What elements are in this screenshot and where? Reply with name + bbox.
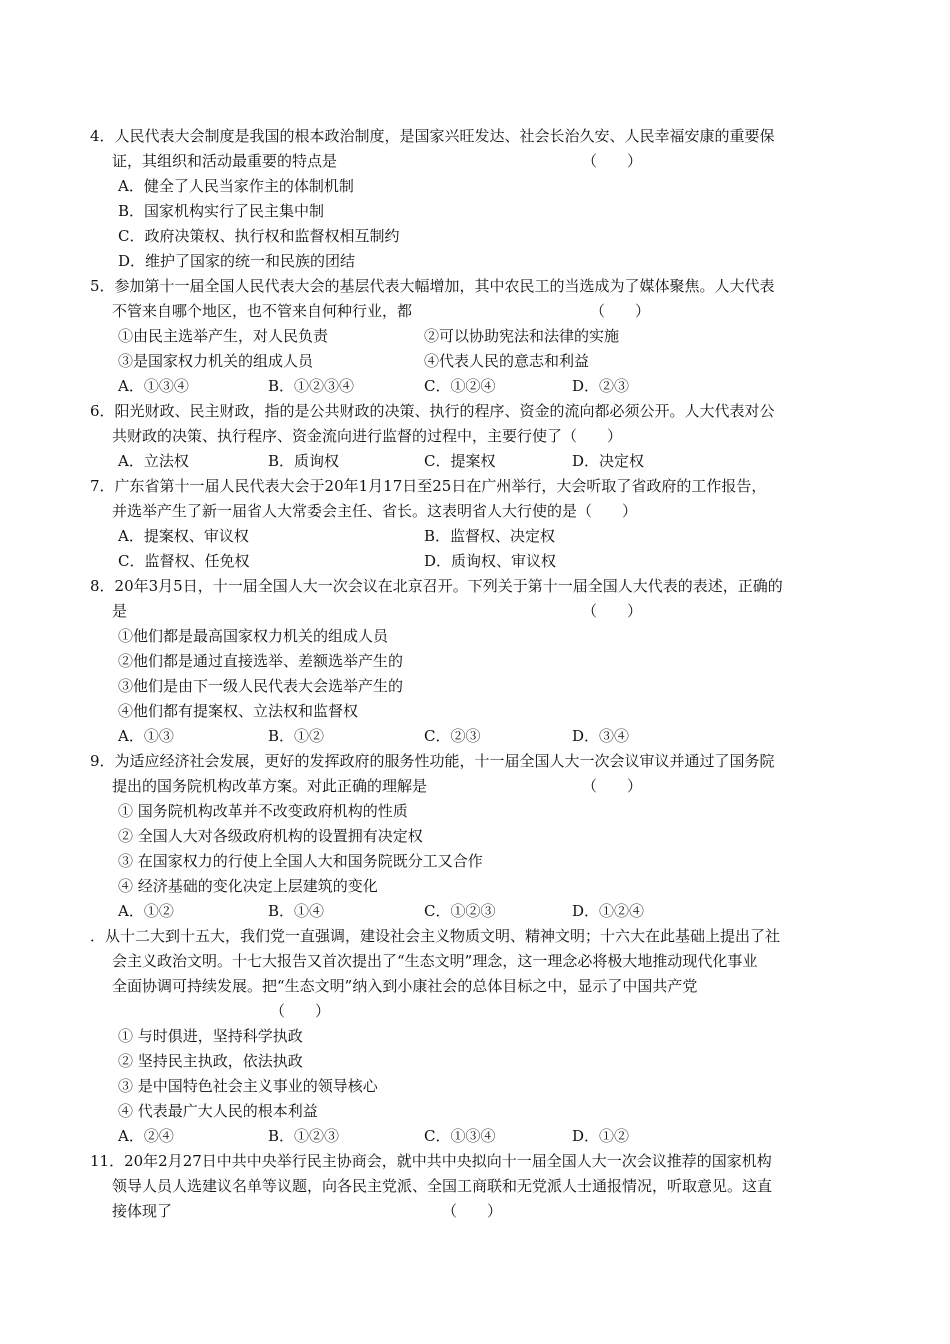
statement-4: ④他们都有提案权、立法权和监督权 <box>118 702 359 720</box>
options-row <box>118 374 950 399</box>
question-stem-line: 并选举产生了新一届省人大常委会主任、省长。这表明省人大行使的是（ ） <box>112 502 638 520</box>
question-stem-line: 6．阳光财政、民主财政，指的是公共财政的决策、执行的程序、资金的流向都必须公开。人大代表对公 <box>90 402 775 420</box>
option-c: C．①③④ <box>424 1127 496 1145</box>
option-a: A．①③④ <box>118 377 189 395</box>
question-stem-line <box>112 774 950 799</box>
question-stem-line: 5．参加第十一届全国人民代表大会的基层代表大幅增加，其中农民工的当选成为了媒体聚焦。人大代表 <box>90 277 775 295</box>
statement-2: ② 全国人大对各级政府机构的设置拥有决定权 <box>118 827 423 845</box>
question-6 <box>0 399 950 474</box>
question-stem-line <box>112 149 950 174</box>
question-8 <box>0 574 950 749</box>
question-stem-text: 不管来自哪个地区，也不管来自何种行业，都 <box>112 302 413 320</box>
option-d: D．维护了国家的统一和民族的团结 <box>118 252 356 270</box>
question-11 <box>0 1149 950 1224</box>
question-stem-line: 8．20年3月5日，十一届全国人大一次会议在北京召开。下列关于第十一届全国人大代表的表述，正确的 <box>90 577 783 595</box>
answer-parentheses: （ ） <box>582 152 643 170</box>
statement-2: ②可以协助宪法和法律的实施 <box>424 327 620 345</box>
option-a: A．立法权 <box>118 452 189 470</box>
statement-3: ③ 是中国特色社会主义事业的领导核心 <box>118 1077 378 1095</box>
question-stem-line <box>112 599 950 624</box>
question-stem-line: 领导人员人选建议名单等议题，向各民主党派、全国工商联和无党派人士通报情况，听取意见。这直 <box>112 1177 773 1195</box>
statement-3: ③是国家权力机关的组成人员 <box>118 352 314 370</box>
statement-4: ④ 代表最广大人民的根本利益 <box>118 1102 318 1120</box>
option-d: D．③④ <box>572 727 630 745</box>
option-a: A．提案权、审议权 <box>118 527 249 545</box>
options-row <box>118 449 950 474</box>
answer-parentheses: （ ） <box>582 777 643 795</box>
statement-1: ① 国务院机构改革并不改变政府机构的性质 <box>118 802 408 820</box>
statement-row <box>118 349 950 374</box>
document-page <box>0 124 950 1224</box>
question-stem-text: 是 <box>112 602 128 620</box>
question-stem-line: 共财政的决策、执行程序、资金流向进行监督的过程中，主要行使了（ ） <box>112 427 623 445</box>
option-d: D．决定权 <box>572 452 645 470</box>
question-4 <box>0 124 950 274</box>
answer-parentheses: （ ） <box>270 1002 331 1020</box>
option-c: C．政府决策权、执行权和监督权相互制约 <box>118 227 400 245</box>
statement-1: ①由民主选举产生，对人民负责 <box>118 327 329 345</box>
options-row <box>118 1124 950 1149</box>
question-stem-line: ．从十二大到十五大，我们党一直强调，建设社会主义物质文明、精神文明；十六大在此基础上提出了社 <box>90 927 781 945</box>
options-row <box>118 549 950 574</box>
question-stem-line <box>112 299 950 324</box>
option-b: B．质询权 <box>268 452 340 470</box>
option-a: A．①② <box>118 902 174 920</box>
option-a: A．健全了人民当家作主的体制机制 <box>118 177 354 195</box>
option-b: B．国家机构实行了民主集中制 <box>118 202 325 220</box>
option-d: D．①② <box>572 1127 630 1145</box>
statement-1: ①他们都是最高国家权力机关的组成人员 <box>118 627 389 645</box>
option-c: C．①②④ <box>424 377 496 395</box>
answer-parentheses: （ ） <box>582 602 643 620</box>
statement-4: ④ 经济基础的变化决定上层建筑的变化 <box>118 877 378 895</box>
option-b: B．①② <box>268 727 325 745</box>
question-stem-text: 证，其组织和活动最重要的特点是 <box>112 152 338 170</box>
question-stem-text: 提出的国务院机构改革方案。对此正确的理解是 <box>112 777 428 795</box>
option-c: C．监督权、任免权 <box>118 552 250 570</box>
question-stem-text: 接体现了 <box>112 1202 173 1220</box>
answer-parentheses: （ ） <box>442 1202 503 1220</box>
options-row <box>118 524 950 549</box>
option-c: C．提案权 <box>424 452 496 470</box>
question-stem-line: 4．人民代表大会制度是我国的根本政治制度，是国家兴旺发达、社会长治久安、人民幸福安康的重要保 <box>90 127 775 145</box>
option-b: B．监督权、决定权 <box>424 527 556 545</box>
option-b: B．①②③④ <box>268 377 355 395</box>
statement-3: ③他们是由下一级人民代表大会选举产生的 <box>118 677 404 695</box>
option-d: D．②③ <box>572 377 630 395</box>
question-stem-line: 11．20年2月27日中共中央举行民主协商会，就中共中央拟向十一届全国人大一次会议推荐的国家机构 <box>90 1152 772 1170</box>
question-5 <box>0 274 950 399</box>
question-stem-line: 全面协调可持续发展。把“生态文明”纳入到小康社会的总体目标之中，显示了中国共产党 <box>112 977 698 995</box>
option-c: C．①②③ <box>424 902 496 920</box>
option-d: D．质询权、审议权 <box>424 552 557 570</box>
option-b: B．①②③ <box>268 1127 340 1145</box>
statement-1: ① 与时俱进，坚持科学执政 <box>118 1027 303 1045</box>
option-d: D．①②④ <box>572 902 645 920</box>
question-stem-line: 7．广东省第十一届人民代表大会于20年1月17日至25日在广州举行，大会听取了省政府的工作报告， <box>90 477 767 495</box>
question-9 <box>0 749 950 924</box>
question-10 <box>0 924 950 1149</box>
option-a: A．①③ <box>118 727 174 745</box>
options-row <box>118 724 950 749</box>
statement-2: ② 坚持民主执政，依法执政 <box>118 1052 303 1070</box>
statement-2: ②他们都是通过直接选举、差额选举产生的 <box>118 652 404 670</box>
statement-row <box>118 324 950 349</box>
options-row <box>118 899 950 924</box>
question-stem-line <box>112 999 950 1024</box>
statement-4: ④代表人民的意志和利益 <box>424 352 590 370</box>
question-7 <box>0 474 950 574</box>
question-stem-line <box>112 1199 950 1224</box>
answer-parentheses: （ ） <box>590 302 651 320</box>
option-c: C．②③ <box>424 727 481 745</box>
option-b: B．①④ <box>268 902 325 920</box>
question-stem-line: 会主义政治文明。十七大报告又首次提出了“生态文明”理念，这一理念必将极大地推动现代化事业 <box>112 952 758 970</box>
question-stem-line: 9．为适应经济社会发展，更好的发挥政府的服务性功能，十一届全国人大一次会议审议并通过了国务院 <box>90 752 775 770</box>
option-a: A．②④ <box>118 1127 174 1145</box>
statement-3: ③ 在国家权力的行使上全国人大和国务院既分工又合作 <box>118 852 483 870</box>
